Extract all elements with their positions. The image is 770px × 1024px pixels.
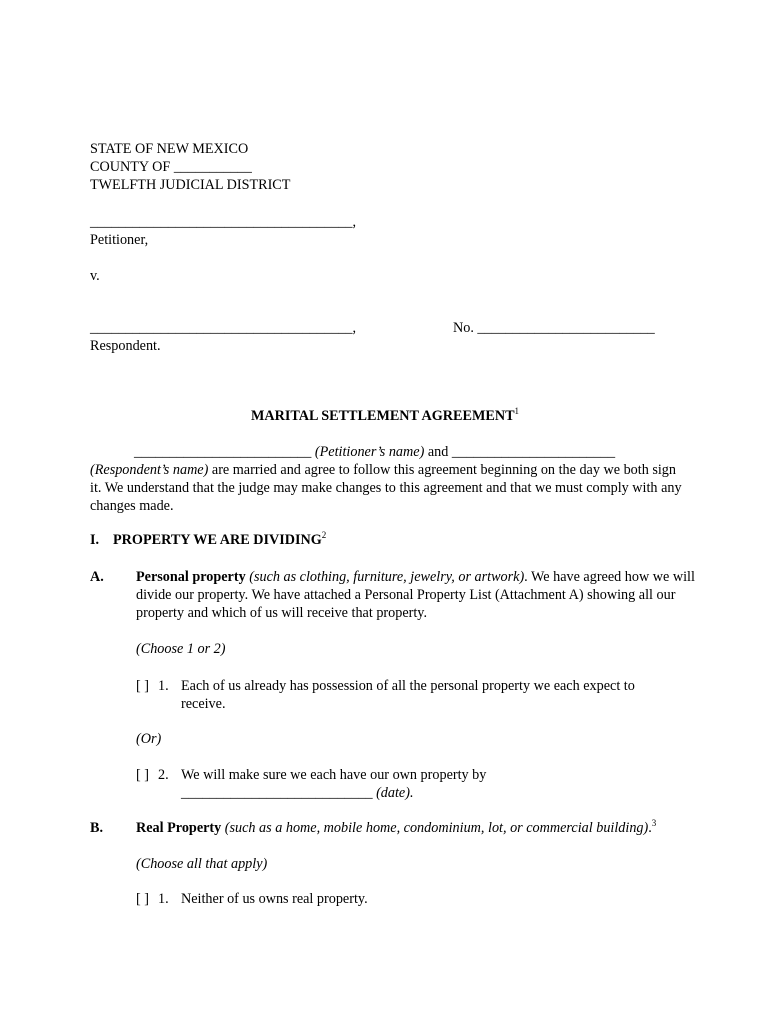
petitioner-name-line: _____________________________________, (90, 214, 357, 230)
section-number: I. (90, 532, 100, 548)
option-number: 1. (158, 891, 169, 907)
item-b-choose-note (136, 855, 267, 873)
item-a-option-2 (136, 766, 676, 802)
date-blank: ___________________________ (181, 785, 373, 801)
respondent-name-line: _____________________________________, (90, 320, 357, 336)
choose-text: (Choose 1 or 2) (136, 641, 226, 657)
title-footnote-ref: 1 (514, 406, 520, 416)
item-b-option-1 (136, 890, 676, 908)
section-footnote-ref: 2 (321, 530, 327, 540)
county-line: COUNTY OF ___________ (90, 159, 252, 175)
item-b-examples: (such as a home, mobile home, condominium, lot, or commercial building) (224, 820, 649, 836)
court-header (90, 140, 290, 194)
item-a-option-1 (136, 677, 676, 713)
checkbox[interactable]: [ ] (136, 678, 149, 694)
or-text: (Or) (136, 731, 162, 747)
document-title (0, 407, 770, 425)
and-text: and (424, 444, 452, 460)
item-a-or-note (136, 730, 161, 748)
intro-body: are married and agree to follow this agreement beginning on the day we both sign it. We understand that the judge may make changes to this agreement and that we must comply with any changes made. (90, 462, 682, 514)
versus-label: v. (90, 268, 100, 284)
option-text: Each of us already has possession of all the personal property we each expect to (181, 678, 635, 694)
checkbox[interactable]: [ ] (136, 891, 149, 907)
district-line: TWELFTH JUDICIAL DISTRICT (90, 177, 291, 193)
item-a-examples: (such as clothing, furniture, jewelry, or artwork) (249, 569, 525, 585)
title-text: MARITAL SETTLEMENT AGREEMENT (250, 408, 515, 424)
item-a-body: . We have agreed how we will divide our property. We have attached a Personal Property List (Attachment A) showing all our property and which of us will receive that property. (136, 569, 695, 621)
intro-paragraph (90, 443, 690, 515)
option-text-continued: receive. (181, 696, 226, 712)
section-heading (90, 531, 326, 549)
respondent-name-hint: (Respondent’s name) (90, 462, 209, 478)
section-title: PROPERTY WE ARE DIVIDING (113, 532, 322, 548)
option-text: Neither of us owns real property. (181, 891, 368, 907)
choose-text: (Choose all that apply) (136, 856, 268, 872)
option-number: 1. (158, 678, 169, 694)
petitioner-blank: _________________________ (134, 444, 312, 460)
petitioner-name-hint: (Petitioner’s name) (314, 444, 425, 460)
item-b-heading: Real Property (136, 820, 222, 836)
option-number: 2. (158, 767, 169, 783)
item-b-footnote-ref: 3 (651, 818, 657, 828)
date-hint: (date). (376, 785, 414, 801)
respondent-blank: _______________________ (451, 444, 616, 460)
item-a-paragraph (90, 568, 716, 622)
item-b-label: B. (90, 820, 104, 836)
item-b-period: . (648, 820, 652, 836)
item-b-paragraph (90, 818, 696, 837)
respondent-label: Respondent. (90, 338, 161, 354)
item-a-choose-note (136, 640, 225, 658)
state-line: STATE OF NEW MEXICO (90, 141, 249, 157)
petitioner-label: Petitioner, (90, 232, 149, 248)
item-a-label: A. (90, 569, 104, 585)
checkbox[interactable]: [ ] (136, 767, 149, 783)
option-text: We will make sure we each have our own property by (181, 767, 487, 783)
case-number-field: No. _________________________ (453, 320, 655, 336)
item-a-heading: Personal property (136, 569, 246, 585)
